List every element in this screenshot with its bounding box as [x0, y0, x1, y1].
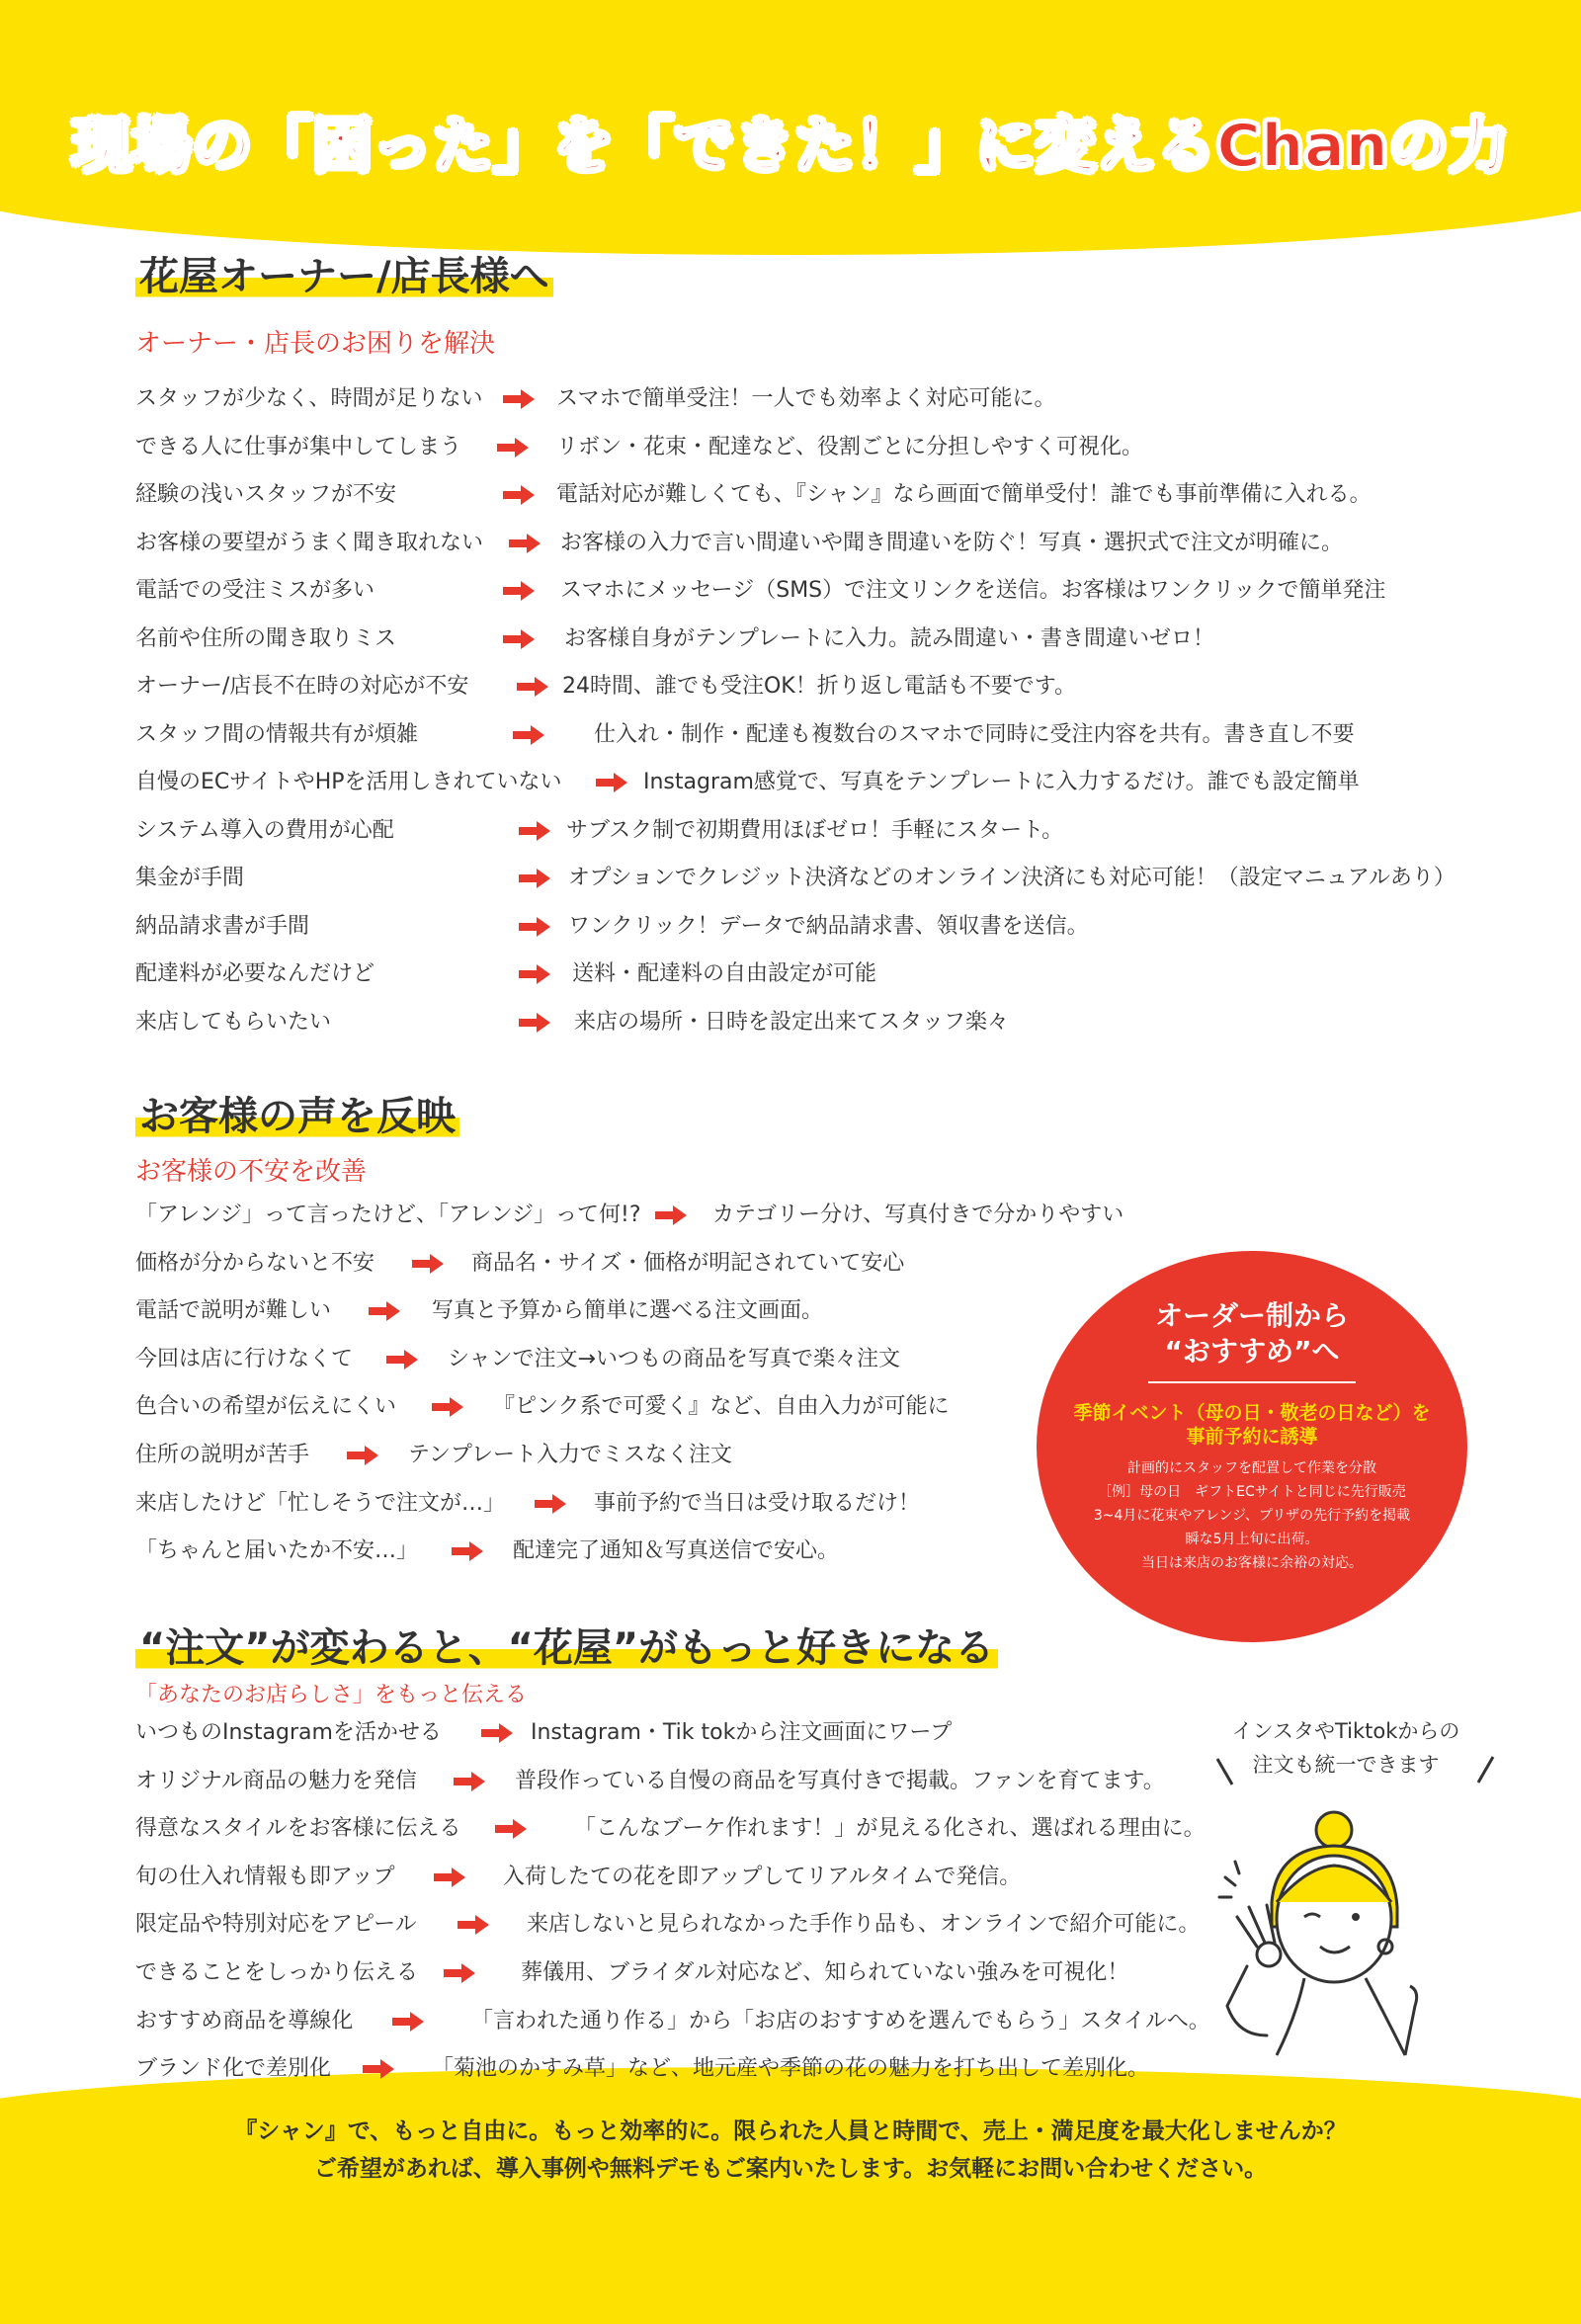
solution-text: 「こんなブーケ作れます！」が見える化され、選ばれる理由に。: [574, 1816, 1206, 1842]
problem-text: 名前や住所の聞き取りミス: [135, 625, 397, 651]
solution-text: お客様の入力で言い間違いや聞き間違いを防ぐ！写真・選択式で注文が明確に。: [560, 530, 1344, 555]
solution-text: 来店の場所・日時を設定出来てスタッフ楽々: [574, 1009, 1010, 1035]
problem-text: 経験の浅いスタッフが不安: [135, 482, 397, 507]
callout-details: [1037, 1456, 1467, 1575]
problem-text: スタッフ間の情報共有が煩雑: [135, 721, 419, 747]
problem-text: 「ちゃんと届いたか不安…」: [135, 1538, 419, 1564]
callout-highlight-line1: 季節イベント（母の日・敬老の日など）を: [1073, 1402, 1431, 1424]
problem-text: 集金が手間: [135, 866, 245, 890]
problem-text: 住所の説明が苦手: [135, 1443, 310, 1467]
section-order-heading: “注文”が変わると、“花屋”がもっと好きになる: [135, 1617, 998, 1673]
section-customer-subheading: お客様の不安を改善: [135, 1157, 368, 1187]
problem-text: 色合いの希望が伝えにくい: [135, 1394, 397, 1420]
arrow-right-icon: [434, 1868, 465, 1887]
arrow-right-icon: [517, 677, 548, 697]
footer-message: [0, 2113, 1581, 2188]
solution-text: リボン・花束・配達など、役割ごとに分担しやすく可視化。: [556, 434, 1144, 459]
problem-text: 納品請求書が手間: [135, 913, 310, 939]
problem-text: 自慢のECサイトやHPを活用しきれていない: [135, 770, 562, 794]
section-owner-subheading: オーナー・店長のお困りを解決: [135, 329, 496, 359]
solution-text: スマホにメッセージ（SMS）で注文リンクを送信。お客様はワンクリックで簡単発注: [560, 578, 1386, 603]
arrow-right-icon: [444, 1963, 475, 1983]
arrow-right-icon: [454, 1772, 485, 1791]
solution-text: ワンクリック！データで納品請求書、領収書を送信。: [568, 913, 1089, 939]
solution-text: お客様自身がテンプレートに入力。読み間違い・書き間違いゼロ！: [564, 625, 1215, 651]
problem-text: 「アレンジ」って言ったけど、「アレンジ」って何!?: [135, 1203, 641, 1227]
section-customer-heading: お客様の声を反映: [135, 1085, 459, 1141]
arrow-right-icon: [452, 1541, 483, 1561]
arrow-right-icon: [503, 485, 535, 505]
callout-highlight-line2: 事前予約に誘導: [1186, 1426, 1318, 1448]
callout-divider: [1148, 1381, 1356, 1383]
speech-mark-right: [1477, 1756, 1495, 1783]
speech-line2: 注文も統一できます: [1252, 1753, 1440, 1777]
callout-detail: 3~4月に花束やアレンジ、プリザの先行予約を掲載: [1093, 1508, 1411, 1524]
problem-text: 配達料が必要なんだけど: [135, 961, 375, 986]
solution-text: Instagram・Tik tokから注文画面にワープ: [531, 1720, 953, 1745]
problem-text: 得意なスタイルをお客様に伝える: [135, 1816, 461, 1842]
problem-text: お客様の要望がうまく聞き取れない: [135, 530, 484, 555]
solution-text: 配達完了通知＆写真送信で安心。: [513, 1538, 840, 1564]
arrow-right-icon: [503, 389, 535, 409]
problem-text: 旬の仕入れ情報も即アップ: [135, 1864, 395, 1889]
callout-highlight: [1037, 1401, 1467, 1449]
solution-text: 事前予約で当日は受け取るだけ！: [594, 1490, 921, 1516]
speech-line1: インスタやTiktokからの: [1231, 1719, 1460, 1743]
solution-text: Instagram感覚で、写真をテンプレートに入力するだけ。誰でも設定簡単: [643, 770, 1360, 794]
arrow-right-icon: [369, 1301, 400, 1321]
arrow-right-icon: [432, 1397, 463, 1417]
solution-text: 送料・配達料の自由設定が可能: [572, 961, 877, 986]
speech-note: [1217, 1714, 1474, 1782]
section-order-subheading: 「あなたのお店らしさ」をもっと伝える: [135, 1683, 528, 1707]
arrow-right-icon: [386, 1350, 418, 1370]
problem-text: おすすめ商品を導線化: [135, 2008, 354, 2034]
solution-text: 24時間、誰でも受注OK！折り返し電話も不要です。: [562, 674, 1076, 699]
problem-text: スタッフが少なく、時間が足りない: [135, 386, 483, 411]
callout-detail: 瞬な5月上旬に出荷。: [1185, 1532, 1319, 1547]
footer-line2: ご希望があれば、導入事例や無料デモもご案内いたします。お気軽にお問い合わせください。: [313, 2156, 1268, 2182]
arrow-right-icon: [495, 1819, 527, 1839]
solution-text: 来店しないと見られなかった手作り品も、オンラインで紹介可能に。: [527, 1912, 1201, 1938]
arrow-right-icon: [596, 773, 627, 792]
arrow-right-icon: [513, 725, 544, 745]
solution-text: 商品名・サイズ・価格が明記されていて安心: [471, 1250, 905, 1276]
arrow-right-icon: [497, 438, 529, 457]
solution-text: 入荷したての花を即アップしてリアルタイムで発信。: [503, 1864, 1022, 1889]
arrow-right-icon: [655, 1205, 687, 1225]
footer-band: [0, 2067, 1581, 2324]
solution-text: 電話対応が難しくても、『シャン』なら画面で簡単受付！誰でも事前準備に入れる。: [556, 482, 1372, 507]
arrow-right-icon: [347, 1446, 378, 1465]
problem-text: 限定品や特別対応をアピール: [135, 1912, 417, 1938]
solution-text: シャンで注文→いつもの商品を写真で楽々注文: [448, 1346, 900, 1371]
solution-text: カテゴリー分け、写真付きで分かりやすい: [712, 1203, 1124, 1227]
problem-text: システム導入の費用が心配: [135, 817, 394, 843]
arrow-right-icon: [503, 581, 535, 601]
arrow-right-icon: [519, 964, 550, 984]
callout-title-line1: オーダー制から: [1154, 1299, 1349, 1332]
callout-title-line2: “おすすめ”へ: [1164, 1335, 1340, 1368]
arrow-right-icon: [458, 1915, 489, 1935]
problem-text: 価格が分からないと不安: [135, 1250, 375, 1276]
solution-text: テンプレート入力でミスなく注文: [408, 1443, 733, 1467]
arrow-right-icon: [519, 1013, 550, 1033]
footer-line1: 『シャン』で、もっと自由に。もっと効率的に。限られた人員と時間で、売上・満足度を最大化しませんか？: [234, 2118, 1347, 2144]
solution-text: 写真と予算から簡単に選べる注文画面。: [432, 1298, 824, 1324]
solution-text: 普段作っている自慢の商品を写真付きで掲載。ファンを育てます。: [515, 1768, 1165, 1793]
solution-text: 葬儀用、ブライダル対応など、知られていない強みを可視化！: [521, 1960, 1129, 1985]
arrow-right-icon: [519, 821, 550, 841]
solution-text: オプションでクレジット決済などのオンライン決済にも対応可能！（設定マニュアルあり）: [568, 866, 1456, 890]
arrow-right-icon: [363, 2059, 394, 2079]
callout-detail: 計画的にスタッフを配置して作業を分散: [1127, 1460, 1376, 1476]
woman-ok-illustration-icon: [1217, 1808, 1445, 2065]
arrow-right-icon: [519, 869, 550, 888]
section-owner-heading: 花屋オーナー/店長様へ: [135, 245, 553, 301]
problem-text: できる人に仕事が集中してしまう: [135, 434, 462, 459]
problem-text: 来店してもらいたい: [135, 1009, 332, 1035]
arrow-right-icon: [503, 629, 535, 649]
solution-text: 『ピンク系で可愛く』など、自由入力が可能に: [493, 1394, 950, 1420]
problem-text: 来店したけど「忙しそうで注文が…」: [135, 1490, 506, 1516]
callout-title: [1037, 1298, 1467, 1370]
problem-text: ブランド化で差別化: [135, 2056, 332, 2082]
problem-text: オリジナル商品の魅力を発信: [135, 1768, 417, 1793]
callout-detail: ［例］母の日 ギフトECサイトと同じに先行販売: [1098, 1484, 1406, 1500]
solution-text: 「菊池のかすみ草」など、地元産や季節の花の魅力を打ち出して差別化。: [432, 2056, 1150, 2082]
callout-detail: 当日は来店のお客様に余裕の対応。: [1141, 1555, 1363, 1571]
problem-text: いつものInstagramを活かせる: [135, 1720, 442, 1745]
solution-text: 「言われた通り作る」から「お店のおすすめを選んでもらう」スタイルへ。: [471, 2008, 1210, 2034]
problem-text: 電話での受注ミスが多い: [135, 578, 375, 603]
order-callout-circle: [1037, 1251, 1467, 1642]
arrow-right-icon: [392, 2012, 424, 2032]
problem-text: オーナー/店長不在時の対応が不安: [135, 674, 469, 699]
problem-text: 今回は店に行けなくて: [135, 1346, 354, 1371]
solution-text: スマホで簡単受注！一人でも効率よく対応可能に。: [556, 386, 1056, 411]
solution-text: 仕入れ・制作・配達も複数台のスマホで同時に受注内容を共有。書き直し不要: [594, 721, 1355, 747]
arrow-right-icon: [535, 1494, 566, 1514]
problem-text: 電話で説明が難しい: [135, 1298, 332, 1324]
problem-text: できることをしっかり伝える: [135, 1960, 419, 1985]
arrow-right-icon: [519, 917, 550, 937]
solution-text: サブスク制で初期費用ほぼゼロ！手軽にスタート。: [566, 817, 1064, 843]
arrow-right-icon: [509, 534, 541, 553]
page-title: 現場の「困った」を「できた！」に変えるChanの力: [71, 112, 1510, 181]
arrow-right-icon: [412, 1254, 444, 1274]
arrow-right-icon: [481, 1723, 513, 1743]
